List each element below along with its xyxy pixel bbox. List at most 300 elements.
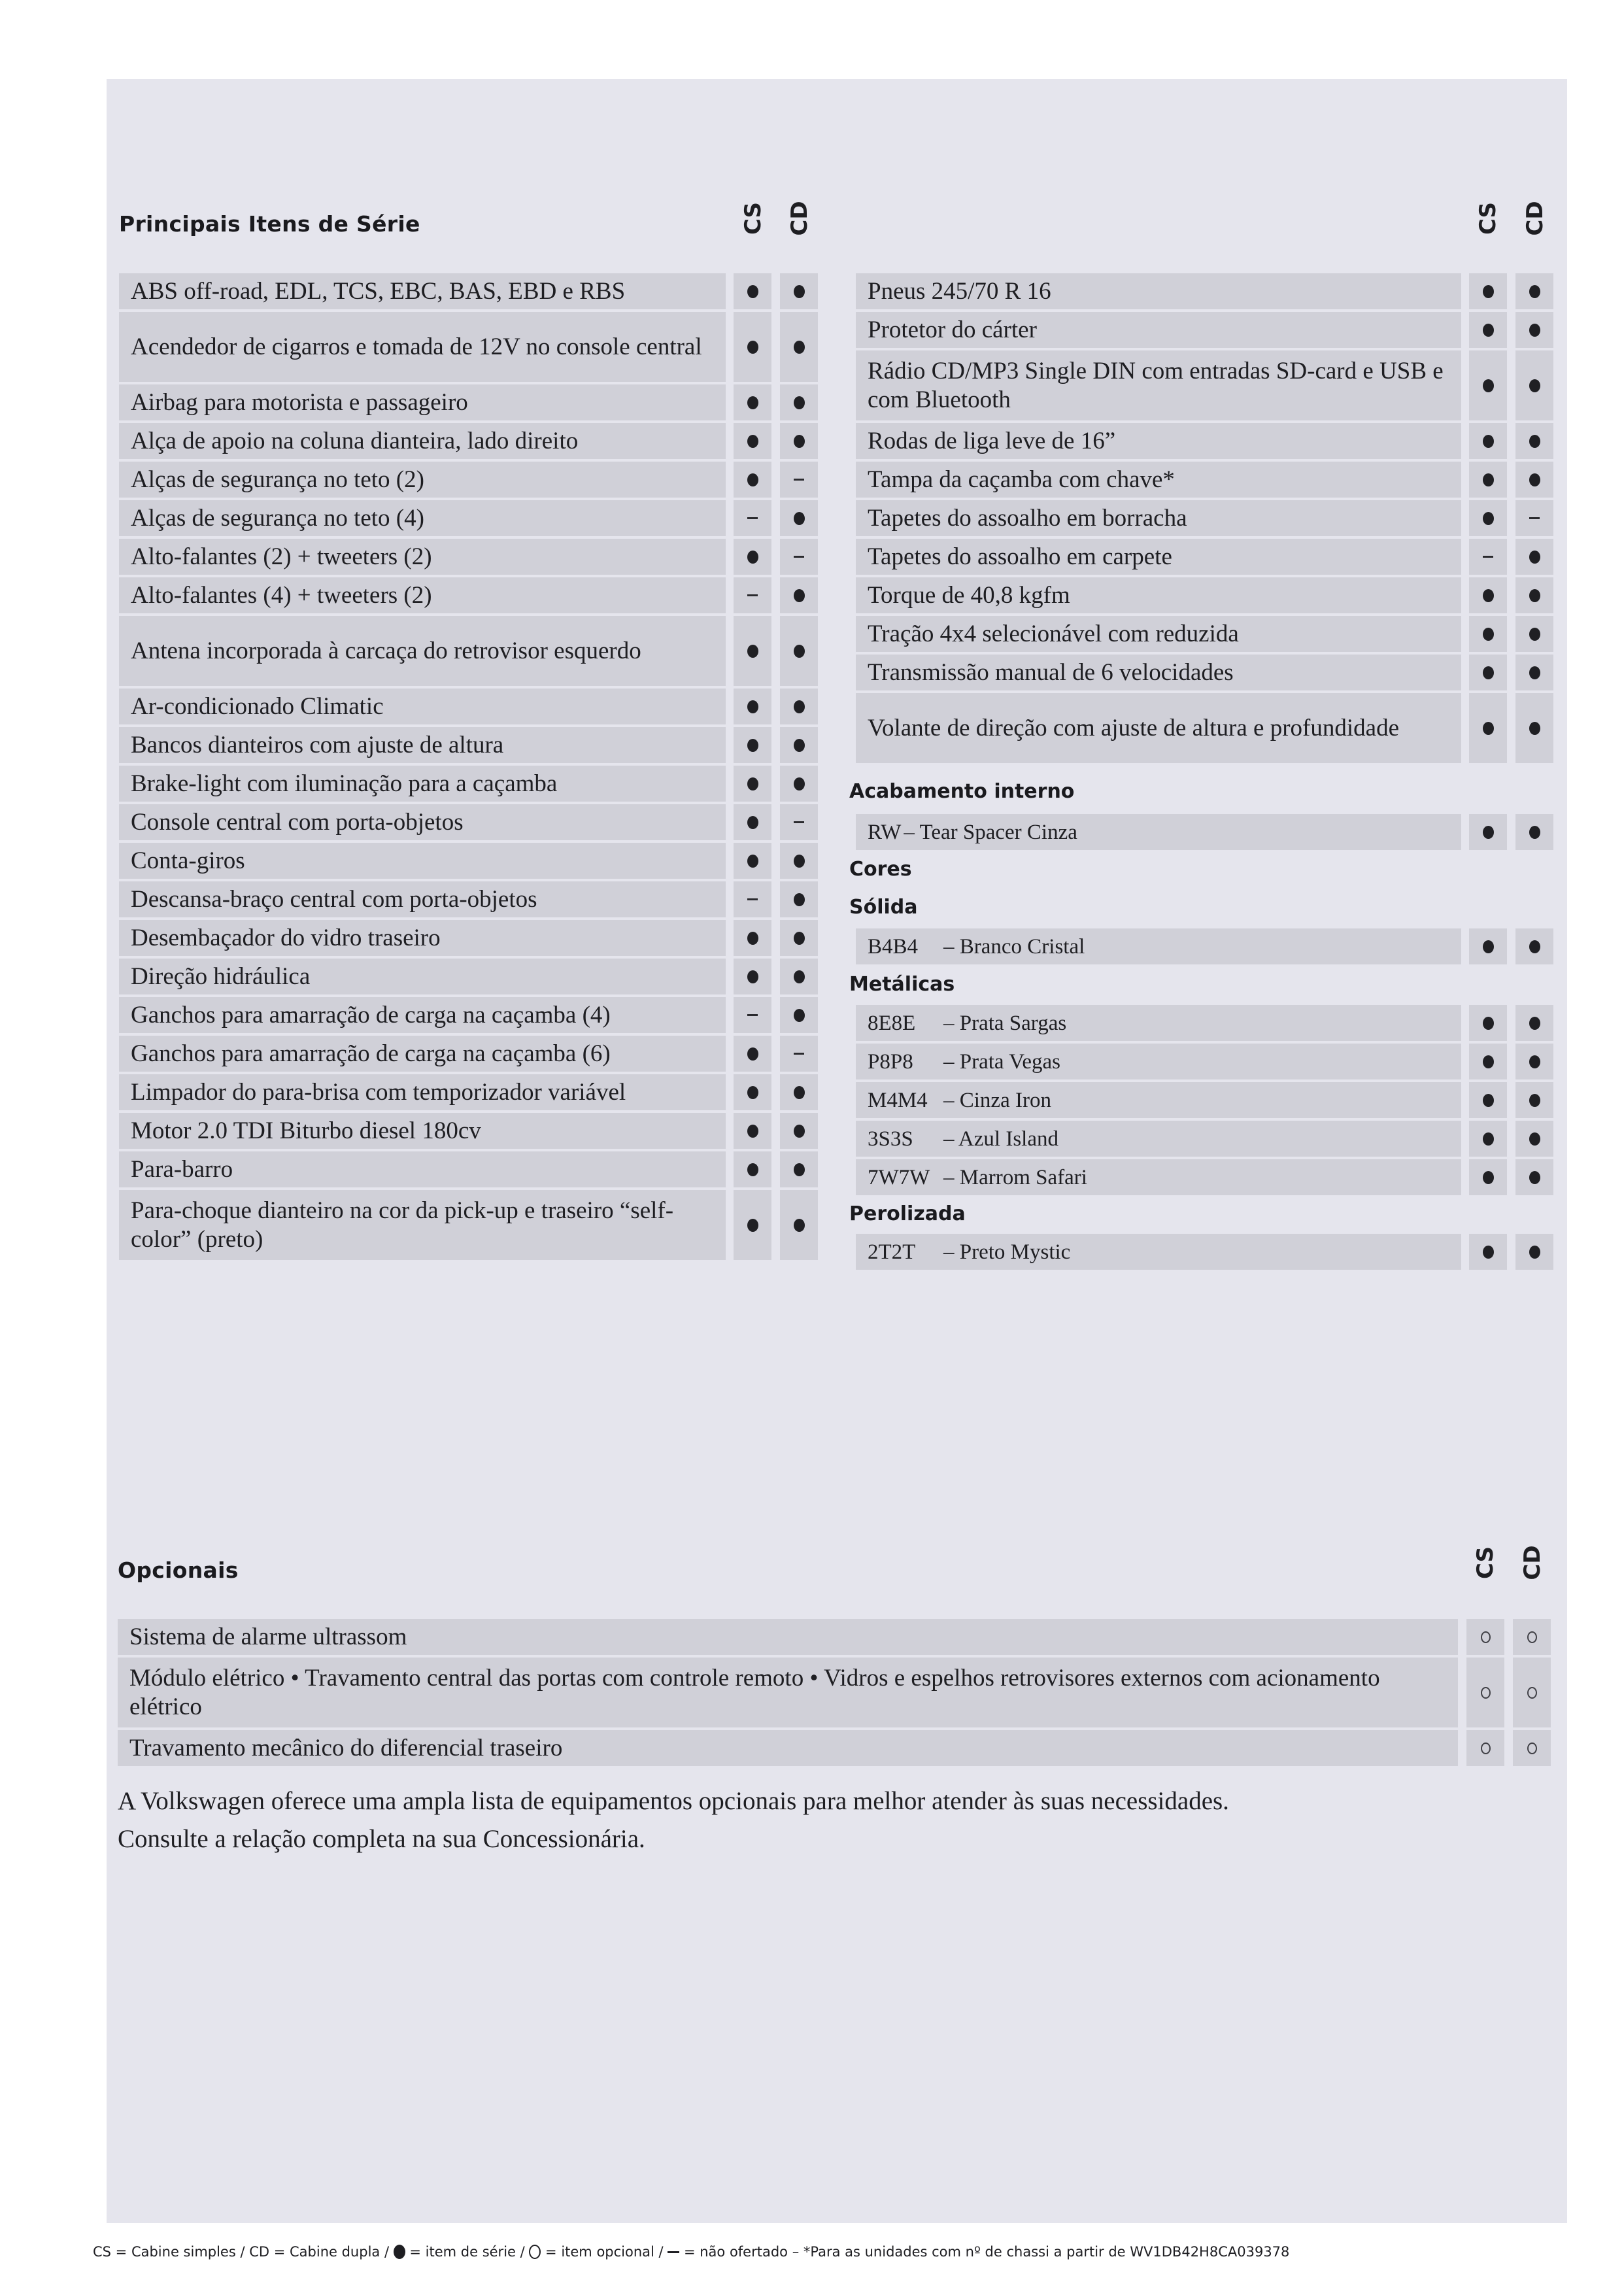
availability-cell-cd (780, 577, 818, 613)
item-label (856, 350, 1461, 420)
availability-cell-cs (734, 1151, 771, 1187)
availability-cell-cs (1469, 814, 1507, 850)
section-title-opcionais: Opcionais (118, 1557, 239, 1583)
dash-icon (794, 821, 804, 823)
filled-dot-icon (1529, 1017, 1540, 1030)
optional-row (118, 1658, 1551, 1727)
item-label-text: Desembaçador do vidro traseiro (131, 924, 441, 951)
availability-cell-cs (1466, 1658, 1504, 1727)
item-label-text: Bancos dianteiros com ajuste de altura (131, 731, 504, 758)
availability-cell-cs (1469, 462, 1507, 498)
open-circle-icon (529, 2245, 541, 2259)
availability-cell-cs (734, 539, 771, 575)
filled-dot-icon (794, 1086, 805, 1099)
availability-cell-cd (1515, 693, 1553, 763)
item-label-text: Alto-falantes (2) + tweeters (2) (131, 543, 432, 570)
color-code: 7W7W (868, 1165, 930, 1189)
availability-cell-cs (1469, 654, 1507, 690)
filled-dot-icon (794, 1163, 805, 1176)
item-label-text: Rodas de liga leve de 16” (868, 427, 1116, 454)
item-label-text: Brake-light com iluminação para a caçamba (131, 770, 558, 797)
filled-dot-icon (1483, 1094, 1494, 1107)
availability-cell-cs (1466, 1730, 1504, 1766)
filled-dot-icon (1529, 379, 1540, 392)
item-label-text: Direção hidráulica (131, 962, 311, 990)
color-code: 8E8E (868, 1011, 916, 1035)
filled-dot-icon (747, 473, 758, 486)
table-row (119, 462, 818, 498)
legend-text-standard: = item de série / (405, 2244, 530, 2260)
open-circle-icon (1481, 1631, 1491, 1643)
item-label-text: Para-choque dianteiro na cor da pick-up e traseiro “self-color” (preto) (131, 1197, 674, 1253)
availability-cell-cs (734, 1113, 771, 1149)
availability-cell-cd (780, 881, 818, 917)
table-row (119, 881, 818, 917)
color-name: – Prata Vegas (943, 1049, 1061, 1074)
item-label-text: Ganchos para amarração de carga na caçamba (6) (131, 1040, 611, 1067)
item-label-text: Tapetes do assoalho em carpete (868, 543, 1172, 570)
availability-cell-cd (1515, 1159, 1553, 1195)
filled-dot-icon (747, 970, 758, 983)
standard-items-table-left (119, 273, 818, 1263)
filled-dot-icon (1483, 826, 1494, 839)
availability-cell-cd (780, 1036, 818, 1072)
optional-items-table (118, 1619, 1551, 1769)
optional-row (118, 1619, 1551, 1655)
legend-footer (93, 2244, 1289, 2260)
item-label (856, 1082, 1461, 1118)
table-row (119, 539, 818, 575)
filled-dot-icon (794, 970, 805, 983)
filled-dot-icon (1483, 512, 1494, 525)
filled-dot-icon (794, 396, 805, 409)
item-label-text: Alça de apoio na coluna dianteira, lado direito (131, 427, 579, 454)
color-row (856, 928, 1553, 964)
availability-cell-cs (1469, 1082, 1507, 1118)
item-label (119, 1151, 726, 1187)
availability-cell-cs (734, 843, 771, 879)
availability-cell-cd (1513, 1658, 1551, 1727)
dash-icon (794, 1053, 804, 1055)
table-row (119, 273, 818, 309)
filled-dot-icon (794, 645, 805, 658)
item-label (119, 423, 726, 459)
filled-dot-icon (794, 435, 805, 448)
item-label (119, 616, 726, 686)
filled-dot-icon (747, 1219, 758, 1232)
availability-cell-cd (1515, 462, 1553, 498)
item-label (119, 312, 726, 382)
filled-dot-icon (747, 700, 758, 713)
item-label (856, 539, 1461, 575)
availability-cell-cs (1469, 1044, 1507, 1080)
item-label-text: Acendedor de cigarros e tomada de 12V no console central (131, 333, 702, 360)
table-row (856, 500, 1553, 536)
item-label (856, 312, 1461, 348)
trim-row (856, 814, 1553, 850)
table-row (119, 843, 818, 879)
availability-cell-cd (1515, 1044, 1553, 1080)
filled-dot-icon (1529, 722, 1540, 735)
filled-dot-icon (394, 2245, 405, 2259)
item-label-text: Sistema de alarme ultrassom (129, 1623, 407, 1650)
filled-dot-icon (1529, 324, 1540, 337)
availability-cell-cs (1469, 1121, 1507, 1157)
item-label-text: Ganchos para amarração de carga na caçamba (4) (131, 1001, 611, 1028)
availability-cell-cd (780, 1074, 818, 1110)
filled-dot-icon (747, 932, 758, 945)
filled-dot-icon (747, 1086, 758, 1099)
table-row (119, 1074, 818, 1110)
filled-dot-icon (1483, 1171, 1494, 1184)
filled-dot-icon (1529, 1132, 1540, 1146)
availability-cell-cs (1469, 928, 1507, 964)
table-row (119, 727, 818, 763)
item-label (856, 500, 1461, 536)
filled-dot-icon (747, 341, 758, 354)
availability-cell-cs (1469, 312, 1507, 348)
filled-dot-icon (1483, 473, 1494, 486)
availability-cell-cs (734, 727, 771, 763)
availability-cell-cd (1515, 312, 1553, 348)
trim-table (856, 814, 1553, 853)
availability-cell-cs (1469, 539, 1507, 575)
availability-cell-cs (734, 577, 771, 613)
availability-cell-cd (1515, 616, 1553, 652)
table-row (856, 273, 1553, 309)
dash-icon (747, 898, 758, 900)
item-label-text: Tampa da caçamba com chave* (868, 466, 1175, 493)
item-label (856, 1121, 1461, 1157)
column-header-cd-right: CD (1522, 201, 1548, 236)
item-label (856, 928, 1461, 964)
optional-note-line-1: A Volkswagen oferece uma ampla lista de equipamentos opcionais para melhor atender às suas necessidades. (118, 1787, 1229, 1815)
subsection-title-solida: Sólida (849, 896, 918, 919)
availability-cell-cd (1515, 1005, 1553, 1041)
availability-cell-cd (780, 1113, 818, 1149)
item-label (119, 577, 726, 613)
color-row (856, 1121, 1553, 1157)
filled-dot-icon (1529, 1094, 1540, 1107)
filled-dot-icon (794, 777, 805, 790)
legend-text-optional: = item opcional / (541, 2244, 668, 2260)
filled-dot-icon (1529, 435, 1540, 448)
availability-cell-cd (780, 920, 818, 956)
item-label-text: Conta-giros (131, 847, 245, 874)
filled-dot-icon (1483, 324, 1494, 337)
filled-dot-icon (794, 285, 805, 298)
filled-dot-icon (794, 1125, 805, 1138)
table-row (856, 693, 1553, 763)
item-label-text: Tapetes do assoalho em borracha (868, 504, 1187, 532)
filled-dot-icon (1529, 1055, 1540, 1068)
column-header-cs-opcionais: CS (1472, 1546, 1498, 1580)
availability-cell-cs (1469, 273, 1507, 309)
item-label (118, 1619, 1458, 1655)
availability-cell-cs (1469, 423, 1507, 459)
item-label (119, 920, 726, 956)
availability-cell-cs (1469, 577, 1507, 613)
filled-dot-icon (747, 285, 758, 298)
optional-row (118, 1730, 1551, 1766)
color-code: M4M4 (868, 1088, 928, 1112)
open-circle-icon (1527, 1631, 1537, 1643)
availability-cell-cd (1513, 1619, 1551, 1655)
availability-cell-cs (734, 616, 771, 686)
item-label (119, 1190, 726, 1260)
item-label (856, 1159, 1461, 1195)
item-label (119, 959, 726, 994)
filled-dot-icon (794, 341, 805, 354)
availability-cell-cd (780, 273, 818, 309)
availability-cell-cd (1515, 500, 1553, 536)
availability-cell-cs (1469, 1234, 1507, 1270)
table-row (119, 804, 818, 840)
availability-cell-cd (1515, 577, 1553, 613)
item-label-text: Rádio CD/MP3 Single DIN com entradas SD-card e USB e com Bluetooth (868, 357, 1444, 413)
availability-cell-cs (1466, 1619, 1504, 1655)
availability-cell-cd (1515, 423, 1553, 459)
availability-cell-cs (734, 804, 771, 840)
item-label (119, 500, 726, 536)
filled-dot-icon (747, 816, 758, 829)
item-label (856, 693, 1461, 763)
item-label (856, 1044, 1461, 1080)
availability-cell-cd (780, 539, 818, 575)
availability-cell-cs (1469, 350, 1507, 420)
availability-cell-cs (734, 423, 771, 459)
item-label-text: Protetor do cárter (868, 316, 1037, 343)
availability-cell-cd (780, 688, 818, 724)
filled-dot-icon (794, 1219, 805, 1232)
subsection-title-metalicas: Metálicas (849, 973, 955, 996)
item-label (119, 1074, 726, 1110)
filled-dot-icon (1529, 940, 1540, 953)
filled-dot-icon (1529, 666, 1540, 679)
item-label (856, 814, 1461, 850)
filled-dot-icon (747, 855, 758, 868)
item-label (856, 577, 1461, 613)
standard-items-table-right (856, 273, 1553, 766)
item-label-text: Descansa-braço central com porta-objetos (131, 885, 537, 913)
item-label-text: Tração 4x4 selecionável com reduzida (868, 620, 1239, 647)
availability-cell-cs (734, 766, 771, 802)
color-code: B4B4 (868, 934, 919, 959)
availability-cell-cd (1513, 1730, 1551, 1766)
color-name: – Azul Island (943, 1127, 1058, 1151)
filled-dot-icon (1529, 551, 1540, 564)
filled-dot-icon (1483, 589, 1494, 602)
item-label (119, 997, 726, 1033)
availability-cell-cs (734, 881, 771, 917)
filled-dot-icon (747, 739, 758, 752)
item-label (119, 804, 726, 840)
item-label-text: ABS off-road, EDL, TCS, EBC, BAS, EBD e RBS (131, 277, 626, 305)
item-label (119, 1036, 726, 1072)
availability-cell-cs (1469, 616, 1507, 652)
filled-dot-icon (794, 589, 805, 602)
table-row (856, 616, 1553, 652)
availability-cell-cs (734, 688, 771, 724)
availability-cell-cs (734, 997, 771, 1033)
column-header-cs: CS (740, 201, 766, 235)
availability-cell-cs (734, 273, 771, 309)
availability-cell-cd (780, 959, 818, 994)
table-row (119, 1151, 818, 1187)
table-row (119, 616, 818, 686)
optional-note-line-2: Consulte a relação completa na sua Concessionária. (118, 1825, 645, 1853)
filled-dot-icon (794, 932, 805, 945)
table-row (119, 312, 818, 382)
filled-dot-icon (747, 435, 758, 448)
item-label-text: Alças de segurança no teto (2) (131, 466, 424, 493)
item-label (119, 766, 726, 802)
subsection-title-cores: Cores (849, 858, 912, 881)
table-row (119, 384, 818, 420)
legend-text-not-offered: = não ofertado – *Para as unidades com nº de chassi a partir de WV1DB42H8CA039378 (679, 2244, 1290, 2260)
table-row (119, 577, 818, 613)
color-name: – Prata Sargas (943, 1011, 1067, 1035)
availability-cell-cs (734, 920, 771, 956)
filled-dot-icon (794, 1009, 805, 1022)
availability-cell-cd (780, 804, 818, 840)
filled-dot-icon (747, 551, 758, 564)
table-row (856, 423, 1553, 459)
filled-dot-icon (1529, 589, 1540, 602)
availability-cell-cs (734, 462, 771, 498)
availability-cell-cd (1515, 1234, 1553, 1270)
availability-cell-cd (780, 1190, 818, 1260)
filled-dot-icon (747, 777, 758, 790)
item-label (119, 843, 726, 879)
item-label-text: Motor 2.0 TDI Biturbo diesel 180cv (131, 1117, 481, 1144)
filled-dot-icon (1529, 1246, 1540, 1259)
table-row (856, 654, 1553, 690)
open-circle-icon (1481, 1687, 1491, 1699)
dash-icon (794, 479, 804, 481)
item-label (119, 727, 726, 763)
color-code: 2T2T (868, 1240, 916, 1264)
dash-icon (747, 517, 758, 519)
availability-cell-cd (780, 462, 818, 498)
table-row (119, 423, 818, 459)
item-label-text: Torque de 40,8 kgfm (868, 581, 1070, 609)
availability-cell-cd (1515, 1082, 1553, 1118)
filled-dot-icon (1483, 722, 1494, 735)
availability-cell-cd (1515, 654, 1553, 690)
item-label-text: Antena incorporada à carcaça do retrovisor esquerdo (131, 637, 641, 664)
availability-cell-cd (780, 500, 818, 536)
color-code: RW (868, 820, 902, 844)
metallic-colors-table (856, 1005, 1553, 1198)
item-label (119, 1113, 726, 1149)
availability-cell-cd (780, 384, 818, 420)
filled-dot-icon (794, 739, 805, 752)
open-circle-icon (1527, 1742, 1537, 1754)
item-label-text: Limpador do para-brisa com temporizador variável (131, 1078, 626, 1106)
table-row (119, 500, 818, 536)
filled-dot-icon (794, 512, 805, 525)
color-name: – Marrom Safari (943, 1165, 1087, 1189)
table-row (119, 1190, 818, 1260)
availability-cell-cd (1515, 350, 1553, 420)
filled-dot-icon (747, 645, 758, 658)
filled-dot-icon (1529, 826, 1540, 839)
table-row (119, 1113, 818, 1149)
filled-dot-icon (1483, 379, 1494, 392)
item-label (856, 616, 1461, 652)
column-header-cd: CD (787, 201, 813, 236)
item-label-text: Para-barro (131, 1155, 233, 1183)
availability-cell-cs (734, 1074, 771, 1110)
item-label (119, 273, 726, 309)
item-label (856, 1005, 1461, 1041)
availability-cell-cd (1515, 273, 1553, 309)
item-label (856, 273, 1461, 309)
color-name: – Tear Spacer Cinza (904, 820, 1077, 844)
item-label-text: Airbag para motorista e passageiro (131, 388, 468, 416)
item-label-text: Transmissão manual de 6 velocidades (868, 658, 1234, 686)
availability-cell-cs (1469, 1159, 1507, 1195)
availability-cell-cd (780, 766, 818, 802)
color-code: 3S3S (868, 1127, 913, 1151)
item-label (119, 462, 726, 498)
table-row (856, 350, 1553, 420)
dash-icon (1483, 556, 1493, 558)
filled-dot-icon (1483, 1132, 1494, 1146)
solid-colors-table (856, 928, 1553, 967)
item-label-text: Alto-falantes (4) + tweeters (2) (131, 581, 432, 609)
availability-cell-cs (734, 959, 771, 994)
item-label (856, 654, 1461, 690)
color-name: – Preto Mystic (943, 1240, 1071, 1264)
pearl-colors-table (856, 1234, 1553, 1272)
availability-cell-cd (1515, 539, 1553, 575)
legend-text-columns: CS = Cabine simples / CD = Cabine dupla / (93, 2244, 394, 2260)
color-row (856, 1044, 1553, 1080)
color-name: – Branco Cristal (943, 934, 1085, 959)
item-label (119, 688, 726, 724)
availability-cell-cs (734, 1036, 771, 1072)
availability-cell-cd (1515, 1121, 1553, 1157)
item-label-text: Travamento mecânico do diferencial traseiro (129, 1734, 563, 1761)
filled-dot-icon (794, 893, 805, 906)
availability-cell-cd (780, 1151, 818, 1187)
table-row (856, 462, 1553, 498)
table-row (119, 1036, 818, 1072)
dash-icon (668, 2251, 679, 2253)
availability-cell-cd (780, 727, 818, 763)
filled-dot-icon (1483, 1017, 1494, 1030)
availability-cell-cs (1469, 693, 1507, 763)
availability-cell-cd (780, 616, 818, 686)
item-label (856, 423, 1461, 459)
item-label-text: Módulo elétrico • Travamento central das portas com controle remoto • Vidros e espelhos retrovisores externos com acionamento elétrico (129, 1664, 1380, 1720)
availability-cell-cd (1515, 814, 1553, 850)
dash-icon (794, 556, 804, 558)
table-row (856, 539, 1553, 575)
availability-cell-cd (780, 312, 818, 382)
section-title-principais: Principais Itens de Série (119, 211, 420, 237)
table-row (856, 577, 1553, 613)
availability-cell-cs (734, 1190, 771, 1260)
filled-dot-icon (1529, 628, 1540, 641)
availability-cell-cs (1469, 1005, 1507, 1041)
column-header-cs-right: CS (1475, 201, 1501, 235)
availability-cell-cs (734, 312, 771, 382)
color-row (856, 1005, 1553, 1041)
table-row (119, 766, 818, 802)
